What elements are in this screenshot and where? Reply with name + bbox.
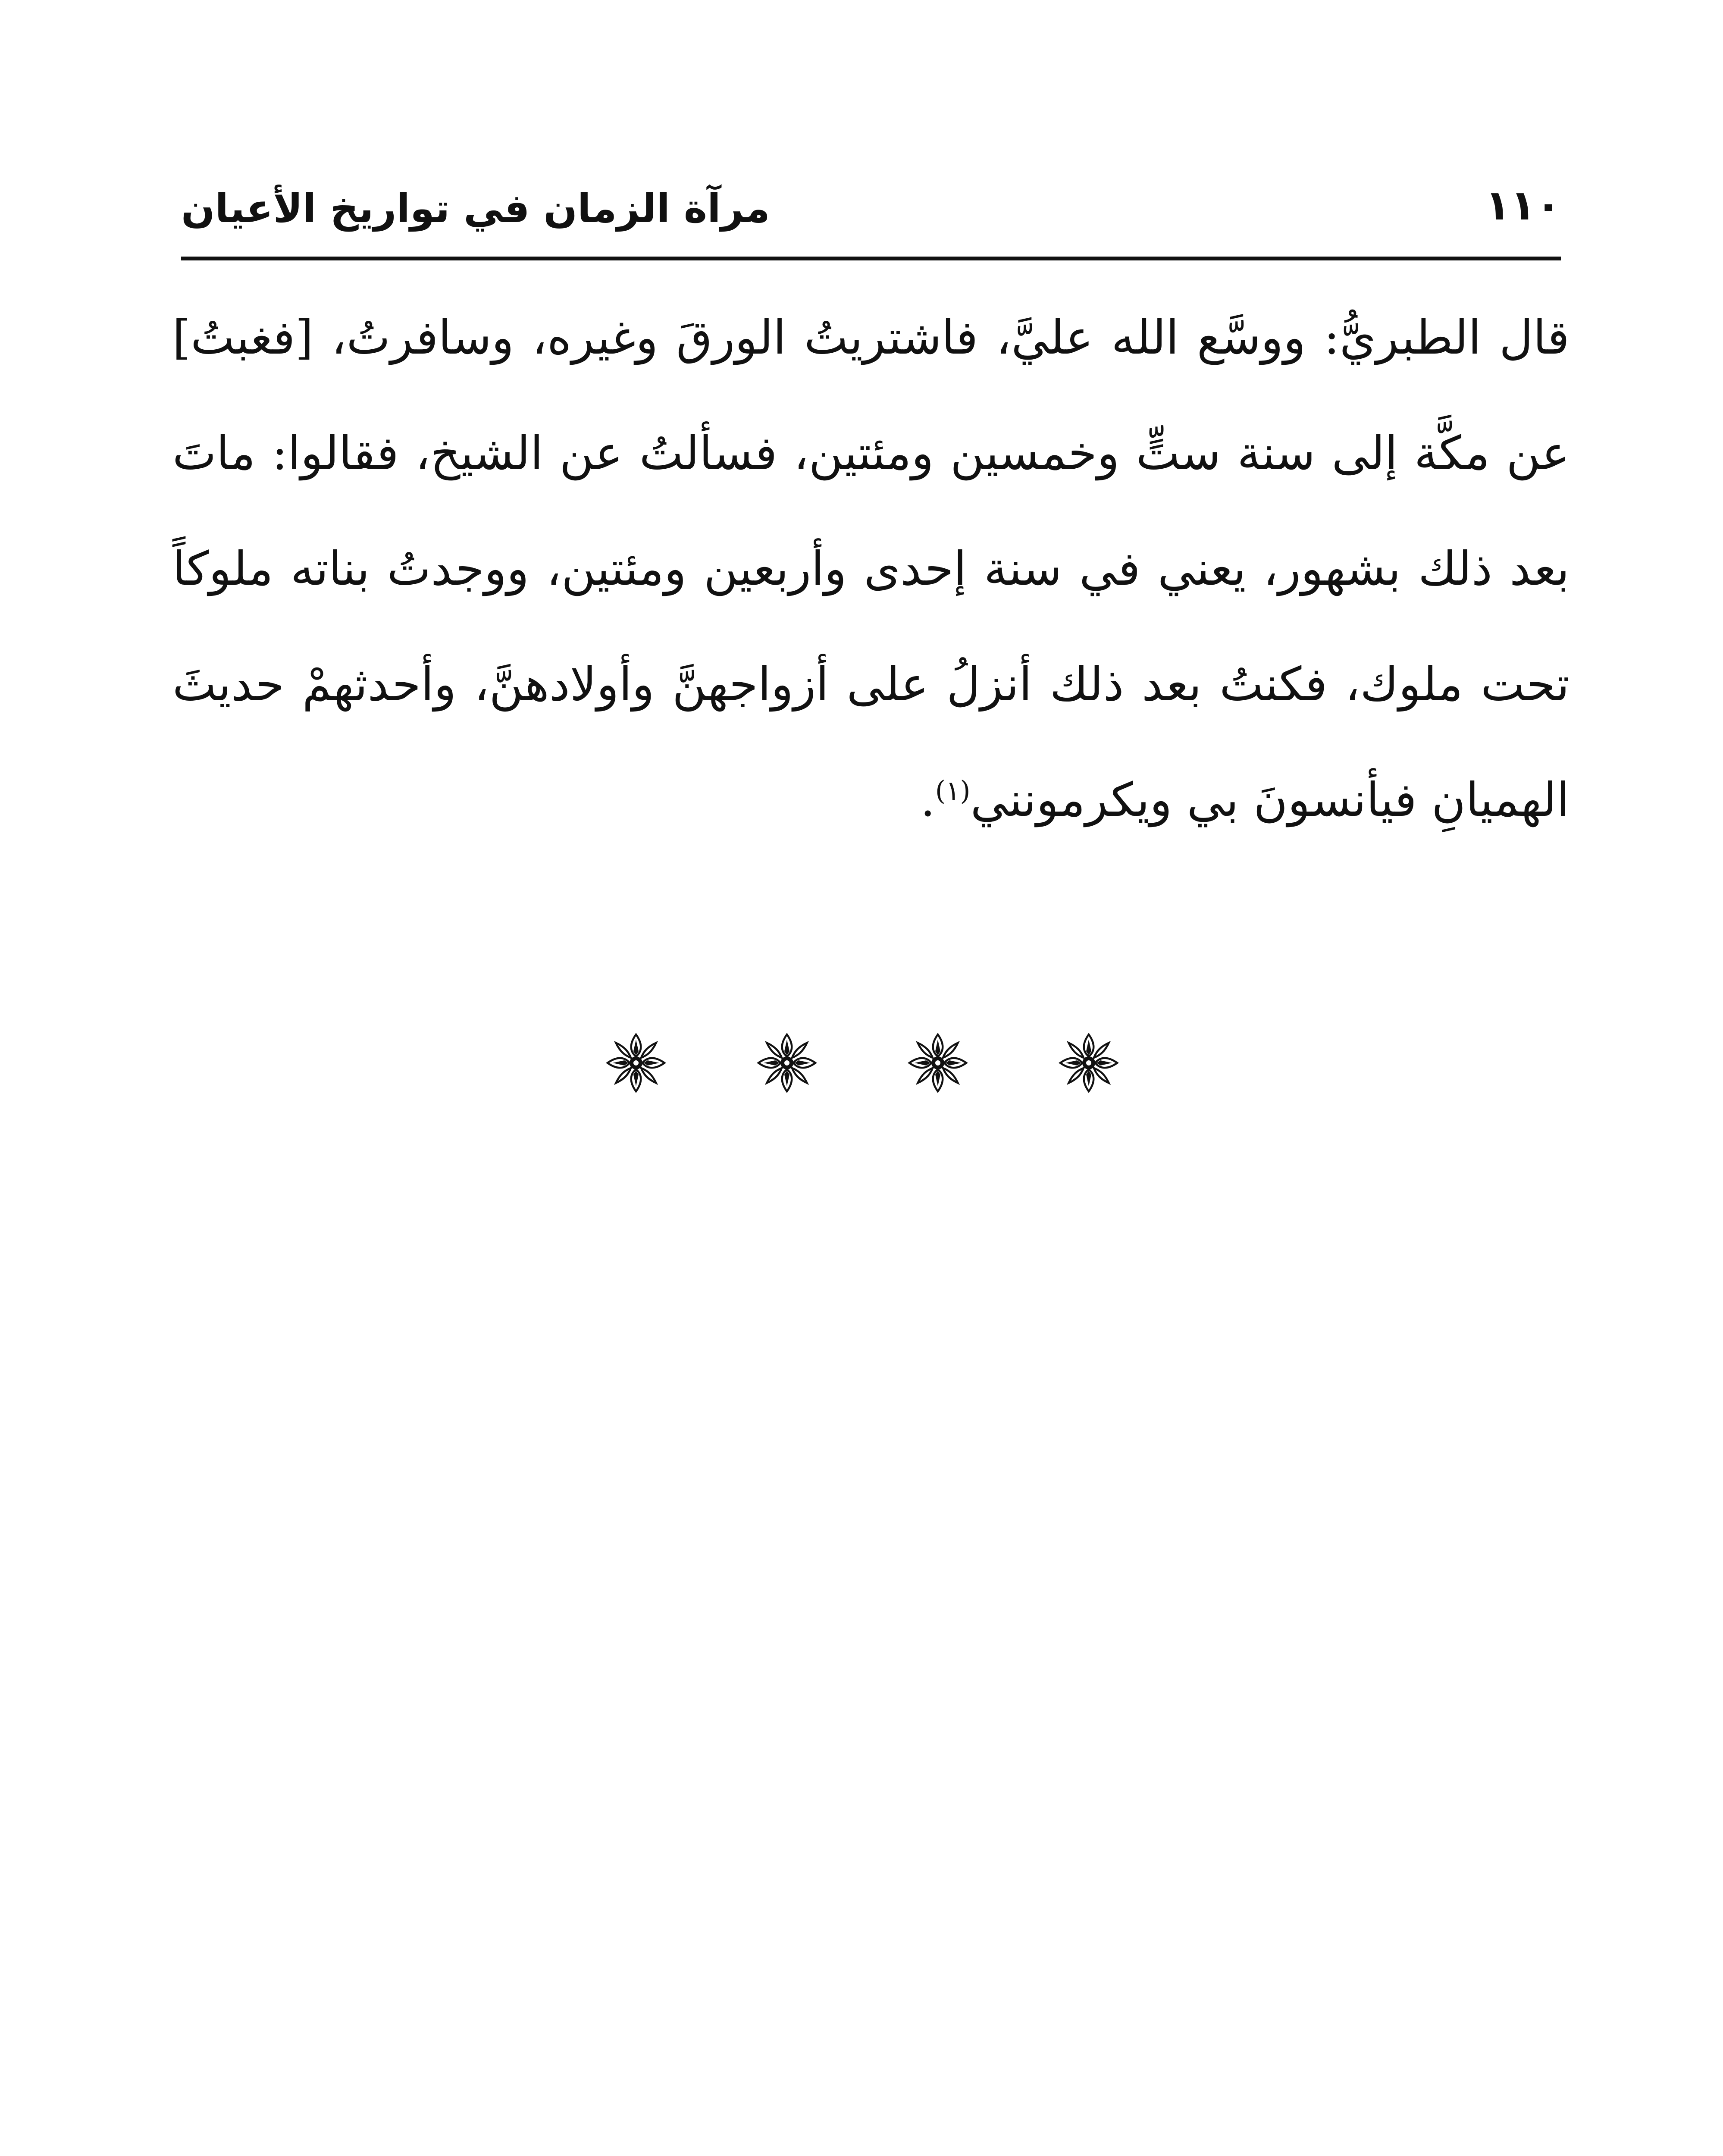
paragraph-end-punctuation: . [920, 773, 935, 827]
paragraph-text: قال الطبريُّ: ووسَّع الله عليَّ، فاشتريتُ الورقَ وغيره، وسافرتُ، [فغبتُ] عن مكَّة إلى سنة ستٍّ وخمسين ومئتين، فسألتُ عن الشيخ، فقالوا: ماتَ بعد ذلك بشهور، يعني في سنة إحدى وأربعين ومئتين، ووجدتُ بناته ملوكاً تحت ملوك، فكنتُ بعد ذلك أنزلُ على أزواجهنَّ وأولادهنَّ، وأحدثهمْ حديثَ الهميانِ فيأنسونَ بي ويكرمونني [172, 311, 1569, 827]
flower-ornament-icon [604, 1031, 668, 1095]
book-title: مرآة الزمان في تواريخ الأعيان [181, 185, 770, 232]
header-divider [181, 257, 1561, 260]
flower-ornament-icon [1056, 1031, 1121, 1095]
footnote-reference: (١) [935, 775, 971, 806]
flower-ornament-icon [755, 1031, 819, 1095]
running-header [181, 168, 1561, 250]
flower-ornament-icon [905, 1031, 970, 1095]
section-ornaments [604, 1031, 1121, 1108]
page-number: ١١٠ [1485, 181, 1561, 229]
main-paragraph [172, 280, 1569, 858]
